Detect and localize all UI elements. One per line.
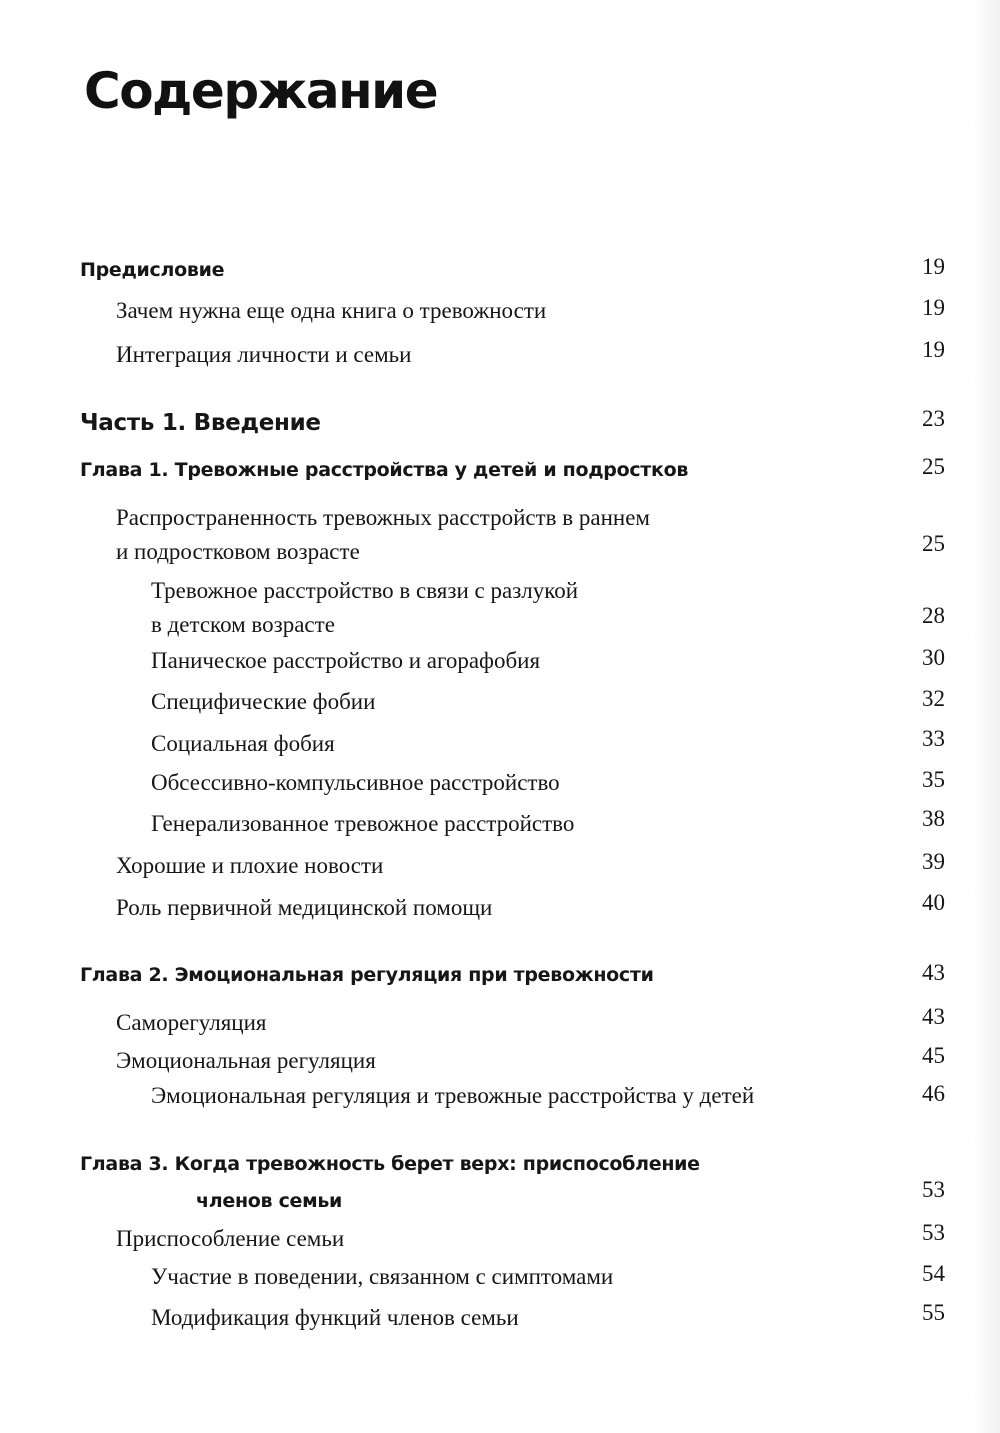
page-edge-shadow bbox=[972, 0, 1000, 1433]
toc-entry bbox=[116, 1226, 344, 1252]
toc-entry-label: Специфические фобии bbox=[151, 689, 376, 714]
toc-entry bbox=[151, 689, 375, 715]
toc-entry-label: Приспособление семьи bbox=[116, 1226, 345, 1251]
toc-page-number: 46 bbox=[922, 1081, 945, 1106]
toc-page-number: 55 bbox=[922, 1300, 945, 1325]
toc-page-number: 19 bbox=[922, 254, 945, 279]
toc-entry bbox=[116, 342, 411, 368]
toc-entry bbox=[151, 648, 540, 674]
toc-entry-part bbox=[80, 410, 321, 436]
toc-entry-label-line: Тревожное расстройство в связи с разлукой bbox=[151, 578, 579, 603]
toc-entry-label: Участие в поведении, связанном с симптомами bbox=[151, 1264, 614, 1289]
toc-entry bbox=[151, 770, 560, 796]
toc-entry-label: Саморегуляция bbox=[116, 1010, 267, 1035]
toc-entry-label: Глава 1. Тревожные расстройства у детей и подростков bbox=[80, 459, 689, 481]
toc-entry-label-line: в детском возрасте bbox=[151, 612, 335, 637]
toc-entry-chapter bbox=[80, 459, 688, 481]
toc-page-number: 45 bbox=[922, 1043, 945, 1068]
toc-entry-label-line: членов семьи bbox=[196, 1190, 343, 1212]
toc-page-number: 43 bbox=[922, 1004, 945, 1029]
page-title: Содержание bbox=[84, 62, 438, 120]
toc-entry-label: Эмоциональная регуляция и тревожные расстройства у детей bbox=[151, 1083, 755, 1108]
toc-entry bbox=[116, 501, 650, 569]
toc-entry bbox=[116, 853, 383, 879]
toc-page-number: 53 bbox=[922, 1177, 945, 1202]
toc-entry-label: Паническое расстройство и агорафобия bbox=[151, 648, 541, 673]
toc-entry bbox=[151, 731, 335, 757]
toc-page-number: 35 bbox=[922, 767, 945, 792]
toc-entry bbox=[116, 1048, 376, 1074]
toc-page-number: 38 bbox=[922, 806, 945, 831]
toc-entry-label-line: Распространенность тревожных расстройств в раннем bbox=[116, 505, 650, 530]
toc-page-number: 54 bbox=[922, 1261, 945, 1286]
toc-entry-label: Зачем нужна еще одна книга о тревожности bbox=[116, 298, 547, 323]
toc-entry-label: Глава 2. Эмоциональная регуляция при тревожности bbox=[80, 964, 654, 986]
toc-entry-label: Часть 1. Введение bbox=[80, 410, 321, 436]
toc-page-number: 39 bbox=[922, 849, 945, 874]
toc-entry bbox=[151, 1264, 613, 1290]
toc-page-number: 28 bbox=[922, 603, 945, 628]
toc-page-number: 43 bbox=[922, 960, 945, 985]
toc-entry-label-line: Глава 3. Когда тревожность берет верх: приспособление bbox=[80, 1153, 700, 1175]
toc-page-number: 25 bbox=[922, 454, 945, 479]
toc-page-number: 23 bbox=[922, 406, 945, 431]
toc-entry-label: Интеграция личности и семьи bbox=[116, 342, 412, 367]
toc-page-number: 53 bbox=[922, 1220, 945, 1245]
toc-page-number: 40 bbox=[922, 890, 945, 915]
toc-page-number: 19 bbox=[922, 337, 945, 362]
toc-page-number: 33 bbox=[922, 726, 945, 751]
toc-entry-chapter bbox=[80, 1146, 700, 1220]
toc-entry bbox=[116, 895, 492, 921]
toc-entry-label: Предисловие bbox=[80, 259, 225, 281]
toc-entry-label: Обсессивно-компульсивное расстройство bbox=[151, 770, 560, 795]
toc-page-number: 25 bbox=[922, 531, 945, 556]
toc-entry bbox=[151, 574, 578, 642]
toc-entry-label: Хорошие и плохие новости bbox=[116, 853, 384, 878]
toc-entry-chapter bbox=[80, 964, 654, 986]
toc-page-number: 19 bbox=[922, 295, 945, 320]
toc-entry bbox=[116, 298, 546, 324]
toc-entry-label: Эмоциональная регуляция bbox=[116, 1048, 376, 1073]
toc-entry-label: Роль первичной медицинской помощи bbox=[116, 895, 493, 920]
toc-entry-label-line: и подростковом возрасте bbox=[116, 539, 360, 564]
toc-entry-preface bbox=[80, 259, 224, 281]
toc-entry-label: Генерализованное тревожное расстройство bbox=[151, 811, 575, 836]
toc-entry bbox=[151, 1083, 754, 1109]
toc-entry bbox=[116, 1010, 267, 1036]
toc-page-number: 30 bbox=[922, 645, 945, 670]
toc-entry bbox=[151, 811, 574, 837]
toc-entry-label: Социальная фобия bbox=[151, 731, 335, 756]
toc-entry bbox=[151, 1305, 519, 1331]
toc-entry-label: Модификация функций членов семьи bbox=[151, 1305, 519, 1330]
toc-page-number: 32 bbox=[922, 686, 945, 711]
